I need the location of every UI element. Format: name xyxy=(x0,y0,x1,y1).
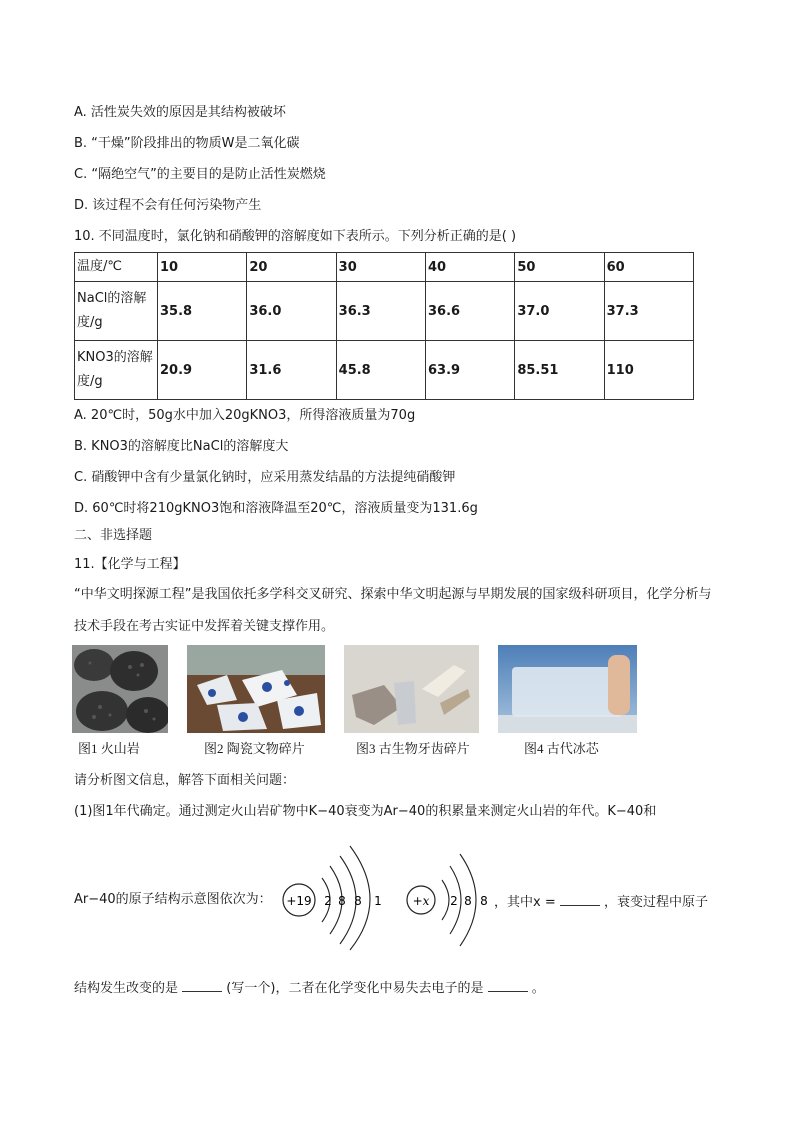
q11-part1-line1: (1)图1年代确定。通过测定火山岩矿物中K−40衰变为Ar−40的积累量来测定火山岩的年代。K−40和 xyxy=(74,804,657,819)
q9-option-c: C. “隔绝空气”的主要目的是防止活性炭燃烧 xyxy=(74,167,326,182)
table-cell: 63.9 xyxy=(425,341,514,400)
figure-caption: 图3 古生物牙齿碎片 xyxy=(356,741,470,756)
shell-electron-count: 8 xyxy=(480,894,488,908)
q9-option-d: D. 该过程不会有任何污染物产生 xyxy=(74,198,262,213)
q11-part1-line3 xyxy=(74,977,545,998)
row-label-line2: 度/g xyxy=(77,374,103,389)
answer-blank-electron[interactable] xyxy=(488,977,528,992)
q11-intro: “中华文明探源工程”是我国依托多学科交叉研究、探索中华文明起源与早期发展的国家级科研项目，化学分析与技术手段在考古实证中发挥着关键支撑作用。 xyxy=(74,587,712,634)
table-header-cell: 60 xyxy=(604,253,693,282)
table-header-row xyxy=(75,253,694,282)
fossil-tooth-photo xyxy=(344,645,479,733)
table-row-label xyxy=(75,282,158,341)
q10-option-a: A. 20℃时，50g水中加入20gKNO3，所得溶液质量为70g xyxy=(74,408,416,423)
row-label-line1: KNO3的溶解 xyxy=(77,350,153,365)
k40-nucleus-label: +19 xyxy=(286,894,312,908)
line-end-punctuation: 。 xyxy=(531,981,545,996)
volcanic-rock-photo xyxy=(72,645,168,733)
table-header-label: 温度/℃ xyxy=(75,253,158,282)
figure-caption: 图2 陶瓷文物碎片 xyxy=(204,741,305,756)
table-header-cell: 40 xyxy=(425,253,514,282)
table-cell: 85.51 xyxy=(515,341,604,400)
k40-atom-diagram xyxy=(278,842,396,952)
shell-electron-count: 8 xyxy=(354,894,362,908)
table-row xyxy=(75,341,694,400)
shell-electron-count: 2 xyxy=(324,894,332,908)
table-cell: 36.3 xyxy=(336,282,425,341)
table-header-cell: 20 xyxy=(247,253,336,282)
structure-change-label: 结构发生改变的是 xyxy=(74,981,179,996)
table-cell: 36.0 xyxy=(247,282,336,341)
shell-electron-count: 8 xyxy=(464,894,472,908)
q9-option-b: B. “干燥”阶段排出的物质W是二氧化碳 xyxy=(74,136,300,151)
table-row-label xyxy=(75,341,158,400)
x-equals-label: ，其中x = xyxy=(494,895,556,910)
decay-text: ，衰变过程中原子 xyxy=(604,895,709,910)
table-cell: 31.6 xyxy=(247,341,336,400)
table-cell: 45.8 xyxy=(336,341,425,400)
ar40-atom-diagram xyxy=(402,842,494,952)
solubility-table xyxy=(74,252,694,400)
table-header-cell: 30 xyxy=(336,253,425,282)
q10-stem: 10. 不同温度时，氯化钠和硝酸钾的溶解度如下表所示。下列分析正确的是( ) xyxy=(74,229,517,244)
table-cell: 37.3 xyxy=(604,282,693,341)
q10-option-b: B. KNO3的溶解度比NaCl的溶解度大 xyxy=(74,439,289,454)
table-cell: 20.9 xyxy=(158,341,247,400)
lose-electron-label: (写一个)，二者在化学变化中易失去电子的是 xyxy=(226,981,484,996)
q9-option-a: A. 活性炭失效的原因是其结构被破坏 xyxy=(74,105,286,120)
shell-electron-count: 8 xyxy=(338,894,346,908)
table-header-cell: 10 xyxy=(158,253,247,282)
table-row xyxy=(75,282,694,341)
q11-prompt: 请分析图文信息，解答下面相关问题： xyxy=(74,773,296,788)
q11-title: 11.【化学与工程】 xyxy=(74,557,186,572)
answer-blank-x[interactable] xyxy=(560,891,600,906)
table-cell: 36.6 xyxy=(425,282,514,341)
table-header-cell: 50 xyxy=(515,253,604,282)
q11-part1-line2-suffix xyxy=(494,891,708,912)
ceramic-fragments-photo xyxy=(187,645,325,733)
table-cell: 37.0 xyxy=(515,282,604,341)
q10-option-c: C. 硝酸钾中含有少量氯化钠时，应采用蒸发结晶的方法提纯硝酸钾 xyxy=(74,470,456,485)
ar40-nucleus-label: +x xyxy=(412,894,430,908)
shell-electron-count: 1 xyxy=(374,894,382,908)
table-cell: 110 xyxy=(604,341,693,400)
q10-option-d: D. 60℃时将210gKNO3饱和溶液降温至20℃，溶液质量变为131.6g xyxy=(74,501,478,516)
section-heading: 二、非选择题 xyxy=(74,528,153,543)
table-cell: 35.8 xyxy=(158,282,247,341)
row-label-line2: 度/g xyxy=(77,315,103,330)
ice-core-photo xyxy=(498,645,637,733)
row-label-line1: NaCl的溶解 xyxy=(77,291,147,306)
figure-caption: 图1 火山岩 xyxy=(78,741,140,756)
figure-caption: 图4 古代冰芯 xyxy=(524,741,599,756)
shell-electron-count: 2 xyxy=(450,894,458,908)
answer-blank-structure[interactable] xyxy=(182,977,222,992)
q11-part1-line2-prefix: Ar−40的原子结构示意图依次为： xyxy=(74,892,272,907)
